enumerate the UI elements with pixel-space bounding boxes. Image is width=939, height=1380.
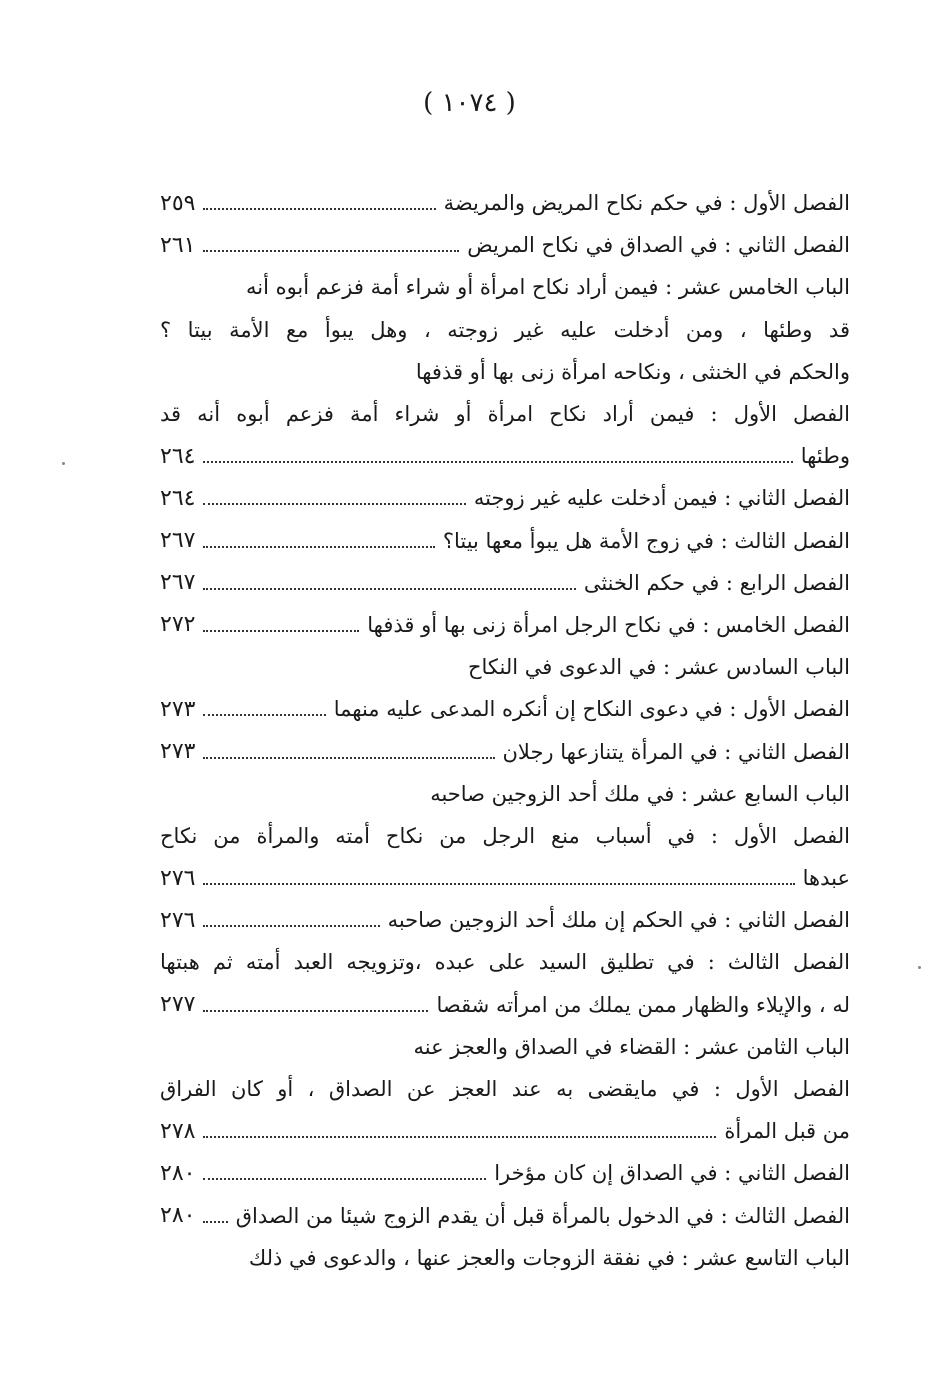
toc-entry — [160, 562, 850, 604]
toc-entry — [160, 477, 850, 519]
toc-entry-page: ٢٧٨ — [160, 1118, 196, 1144]
dot-leader — [203, 208, 435, 210]
toc-entry-title: الفصل الأول : في أسباب منع الرجل من نكاح أمته والمرأة من نكاح — [160, 823, 850, 848]
dot-leader — [203, 250, 459, 252]
toc-entry — [160, 351, 850, 393]
toc-entry-title: الفصل الرابع : في حكم الخنثى — [583, 570, 850, 595]
toc-entry — [160, 773, 850, 815]
toc-entry-title: الفصل الثاني : فيمن أدخلت عليه غير زوجته — [473, 486, 850, 511]
toc-entry-title: قد وطئها ، ومن أدخلت عليه غير زوجته ، وهل يبوأ مع الأمة بيتا ؟ — [160, 317, 850, 342]
toc-entry — [160, 646, 850, 688]
toc-entry — [160, 984, 850, 1026]
toc-entry-page: ٢٧٦ — [160, 865, 196, 891]
toc-entry-title: من قبل المرأة — [724, 1119, 850, 1144]
toc-entry-title: الباب السابع عشر : في ملك أحد الزوجين صاحبه — [430, 781, 850, 806]
dot-leader — [203, 1221, 227, 1223]
toc-entry — [160, 688, 850, 730]
toc-entry-title: والحكم في الخنثى ، ونكاحه امرأة زنى بها أو قذفها — [415, 359, 850, 384]
toc-entry-title: الفصل الأول : في مايقضى به عند العجز عن الصداق ، أو كان الفراق — [160, 1077, 850, 1102]
toc-entry — [160, 182, 850, 224]
scan-speck — [918, 966, 921, 969]
toc-entry-page: ٢٧٦ — [160, 907, 196, 933]
toc-entry-title: عبدها — [802, 866, 850, 891]
toc-entry-title: الفصل الأول : في حكم نكاح المريض والمريضة — [443, 191, 850, 216]
toc-entry-title: الباب الثامن عشر : القضاء في الصداق والعجز عنه — [413, 1034, 850, 1059]
toc-entry — [160, 393, 850, 435]
toc-entry-title: الفصل الأول : في دعوى النكاح إن أنكره المدعى عليه منهما — [333, 697, 850, 722]
toc-entry-page: ٢٦٧ — [160, 570, 196, 596]
toc-entry-title: الفصل الأول : فيمن أراد نكاح امرأة أو شراء أمة فزعم أبوه أنه قد — [160, 402, 850, 427]
toc-entry-page: ٢٨٠ — [160, 1203, 196, 1229]
toc-entry-title: وطئها — [800, 444, 850, 469]
toc-entry — [160, 1068, 850, 1110]
toc-entry — [160, 604, 850, 646]
toc-entry-title: له ، والإيلاء والظهار ممن يملك من امرأته شقصا — [436, 992, 850, 1017]
toc-entry — [160, 899, 850, 941]
dot-leader — [203, 1178, 486, 1180]
toc-entry-page: ٢٦٧ — [160, 528, 196, 554]
toc-entry — [160, 520, 850, 562]
toc-entry-title: الفصل الثاني : في المرأة يتنازعها رجلان — [502, 739, 850, 764]
dot-leader — [203, 883, 794, 885]
toc-entry-page: ٢٦٤ — [160, 443, 196, 469]
dot-leader — [203, 588, 575, 590]
toc-entry — [160, 1237, 850, 1279]
toc-entry-title: الفصل الثاني : في الصداق في نكاح المريض — [467, 233, 850, 258]
toc-entry — [160, 1195, 850, 1237]
dot-leader — [203, 546, 434, 548]
toc-entry — [160, 815, 850, 857]
dot-leader — [203, 1010, 428, 1012]
toc-entry-title: الفصل الخامس : في نكاح الرجل امرأة زنى بها أو قذفها — [367, 612, 850, 637]
toc-entry-title: الباب الخامس عشر : فيمن أراد نكاح امرأة أو شراء أمة فزعم أبوه أنه — [245, 275, 850, 300]
page-number: ( ١٠٧٤ ) — [423, 88, 516, 118]
toc-entry — [160, 266, 850, 308]
toc-entry-title: الباب السادس عشر : في الدعوى في النكاح — [467, 655, 850, 680]
toc-entry — [160, 224, 850, 266]
toc-entry-title: الفصل الثالث : في الدخول بالمرأة قبل أن يقدم الزوج شيئا من الصداق — [235, 1203, 850, 1228]
toc-entry-title: الفصل الثالث : في تطليق السيد على عبده ،وتزويجه العبد أمته ثم هبتها — [160, 950, 850, 975]
toc-entry — [160, 730, 850, 772]
toc-entry-page: ٢٥٩ — [160, 190, 196, 216]
toc-entry-page: ٢٧٧ — [160, 992, 196, 1018]
dot-leader — [203, 1136, 716, 1138]
toc-entry-title: الفصل الثاني : في الحكم إن ملك أحد الزوجين صاحبه — [387, 908, 850, 933]
toc-entry — [160, 1110, 850, 1152]
dot-leader — [203, 925, 379, 927]
toc-entry-title: الفصل الثاني : في الصداق إن كان مؤخرا — [494, 1161, 850, 1186]
toc-entry-page: ٢٧٣ — [160, 696, 196, 722]
toc-entry — [160, 857, 850, 899]
toc-entry-title: الفصل الثالث : في زوج الأمة هل يبوأ معها بيتا؟ — [442, 528, 850, 553]
toc-entry-title: الباب التاسع عشر : في نفقة الزوجات والعجز عنها ، والدعوى في ذلك — [248, 1245, 850, 1270]
dot-leader — [203, 757, 494, 759]
toc-entry — [160, 1026, 850, 1068]
table-of-contents — [160, 182, 850, 1279]
toc-entry — [160, 309, 850, 351]
toc-entry — [160, 941, 850, 983]
toc-entry-page: ٢٧٢ — [160, 612, 196, 638]
dot-leader — [203, 503, 465, 505]
toc-entry-page: ٢٧٣ — [160, 739, 196, 765]
toc-entry-page: ٢٦١ — [160, 232, 196, 258]
dot-leader — [203, 461, 792, 463]
toc-entry-page: ٢٦٤ — [160, 485, 196, 511]
dot-leader — [203, 630, 359, 632]
scan-speck — [62, 462, 65, 465]
toc-entry — [160, 435, 850, 477]
toc-entry — [160, 1152, 850, 1194]
dot-leader — [203, 714, 325, 716]
toc-entry-page: ٢٨٠ — [160, 1160, 196, 1186]
